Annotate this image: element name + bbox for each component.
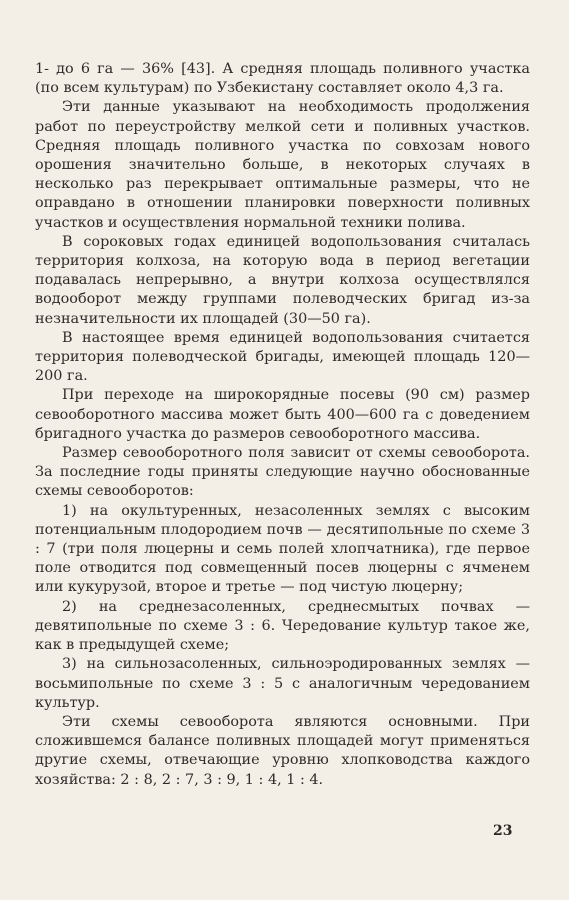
paragraph-4: В настоящее время единицей водопользования считается территория полеводческой бригады, имеющей площадь 120—200 га. xyxy=(35,329,530,385)
paragraph-7: 1) на окультуренных, незасоленных землях с высоким потенциальным плодородием почв — десятипольные по схеме 3 : 7 (три поля люцерны и семь полей хлопчатника), где первое поле отводится под совмещенный посев люцерны с ячменем или кукурузой, второе и третье — под чистую люцерну; xyxy=(35,502,530,596)
paragraph-8: 2) на среднезасоленных, среднесмытых почвах — девятипольные по схеме 3 : 6. Чередование культур такое же, как в предыдущей схеме; xyxy=(35,598,530,654)
paragraph-2: Эти данные указывают на необходимость продолжения работ по переустройству мелкой сети и поливных участков. Средняя площадь поливного участка по совхозам нового орошения значительно больше, в некоторых случаях в несколько раз перекрывает оптимальные размеры, что не оправдано в отношении планировки поверхности поливных участков и осуществления нормальной техники полива. xyxy=(35,99,530,231)
paragraph-5: При переходе на широкорядные посевы (90 см) размер севооборотного массива может быть 400—600 га с доведением бригадного участка до размеров севооборотного массива. xyxy=(35,387,530,442)
paragraph-9: 3) на сильнозасоленных, сильноэродированных землях — восьмипольные по схеме 3 : 5 с аналогичным чередованием культур. xyxy=(35,656,530,711)
body-text xyxy=(35,60,530,790)
paragraph-6: Размер севооборотного поля зависит от схемы севооборота. За последние годы приняты следующие научно обоснованные схемы севооборотов: xyxy=(35,445,530,500)
paragraph-1: 1- до 6 га — 36% [43]. А средняя площадь поливного участка (по всем культурам) по Узбекистану составляет около 4,3 га. xyxy=(35,61,530,97)
page-number: 23 xyxy=(493,823,513,839)
paragraph-3: В сороковых годах единицей водопользования считалась территория колхоза, на которую вода в период вегетации подавалась непрерывно, а внутри колхоза осуществлялся водооборот между группами полеводческих бригад из-за незначительности их площадей (30—50 га). xyxy=(35,233,530,327)
paragraph-10: Эти схемы севооборота являются основными. При сложившемся балансе поливных площадей могут применяться другие схемы, отвечающие уровню хлопководства каждого хозяйства: 2 : 8, 2 : 7, 3 : 9, 1 : 4, 1 : 4. xyxy=(35,713,530,788)
